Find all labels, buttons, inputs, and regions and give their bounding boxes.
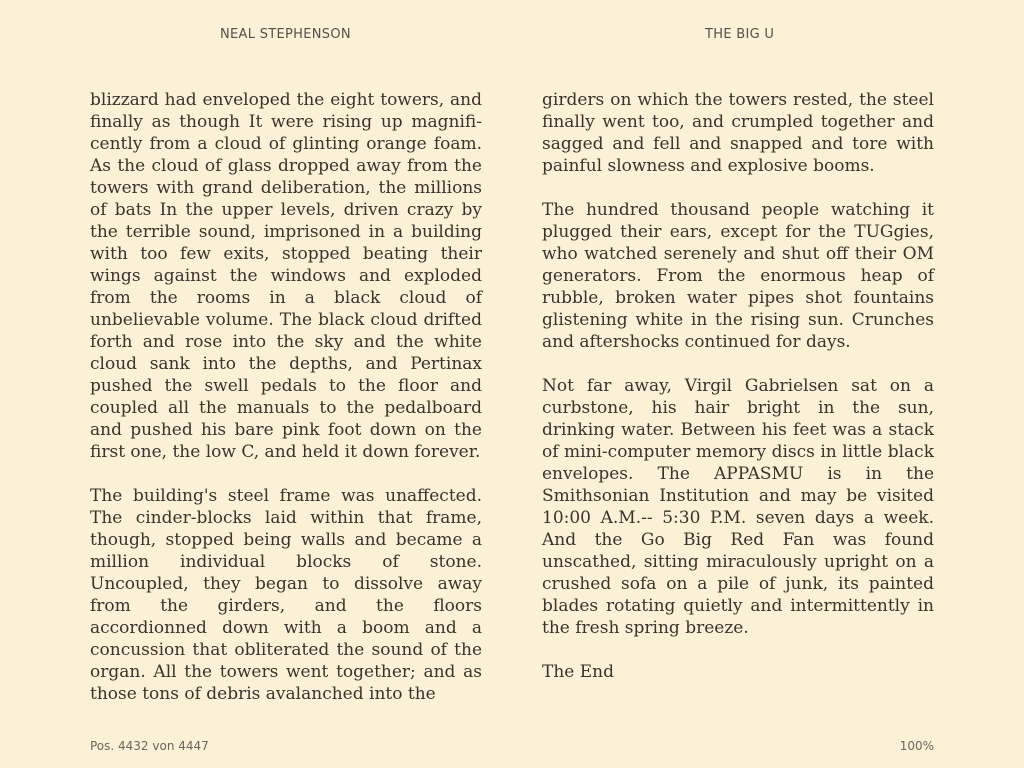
paragraph: blizzard had enveloped the eight towers, and finally as though It were rising up magnifi-cently from a cloud of glinting orange foam. As the cloud of glass dropped away from the towers with grand deliberation, the millions of bats In the upper levels, driven crazy by the terrible sound, imprisoned in a building with too few exits, stopped beating their wings against the windows and exploded from the rooms in a black cloud of unbelievable volume. The black cloud drifted forth and rose into the sky and the white cloud sank into the depths, and Pertinax pushed the swell pedals to the floor and coupled all the manuals to the pedalboard and pushed his bare pink foot down on the first one, the low C, and held it down forever. — [90, 90, 482, 462]
reading-progress: 100% — [899, 739, 934, 753]
book-title: THE BIG U — [705, 27, 775, 42]
left-page[interactable] — [90, 89, 482, 705]
paragraph: girders on which the towers rested, the steel finally went too, and crumpled together and sagged and fell and snapped and tore with painful slowness and explosive booms. — [542, 90, 934, 176]
reading-position: Pos. 4432 von 4447 — [90, 739, 209, 753]
the-end-text: The End — [542, 662, 614, 682]
right-page[interactable] — [542, 89, 934, 683]
book-author: NEAL STEPHENSON — [220, 27, 351, 42]
paragraph: The building's steel frame was unaffected. The cinder-blocks laid within that frame, though, stopped being walls and became a million individual blocks of stone. Uncoupled, they began to dissolve away from the girders, and the floors accordionned down with a boom and a concussion that obliterated the sound of the organ. All the towers went together; and as those tons of debris avalanched into the — [90, 486, 482, 704]
paragraph: Not far away, Virgil Gabrielsen sat on a curbstone, his hair bright in the sun, drinking water. Between his feet was a stack of mini-computer memory discs in little black envelopes. The APPASMU is in the Smithsonian Institution and may be visited 10:00 A.M.-- 5:30 P.M. seven days a week. And the Go Big Red Fan was found unscathed, sitting miraculously upright on a crushed sofa on a pile of junk, its painted blades rotating quietly and intermittently in the fresh spring breeze. — [542, 376, 934, 638]
paragraph: The hundred thousand people watching it plugged their ears, except for the TUGgies, who watched serenely and shut off their OM generators. From the enormous heap of rubble, broken water pipes shot fountains glistening white in the rising sun. Crunches and aftershocks continued for days. — [542, 200, 934, 352]
